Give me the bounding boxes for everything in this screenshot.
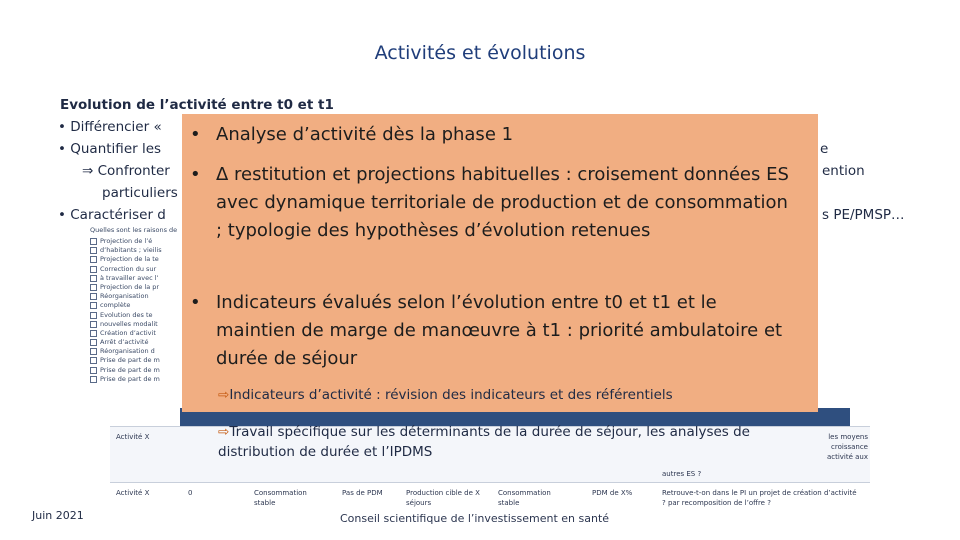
row-label: Activité X [116,489,150,497]
checkbox-icon [90,238,97,245]
reasons-checklist [90,226,186,384]
checklist-item: Projection de la pr [90,283,186,292]
checkbox-icon [90,348,97,355]
cell-consumption-2: Consommation stable [498,489,551,507]
arrow-right-icon: ⇨ [218,387,230,403]
checklist-item: d’habitants ; vieilis [90,246,186,255]
checkbox-icon [90,330,97,337]
checkbox-icon [90,247,97,254]
cell-pdm-percent: PDM de X% [592,489,633,497]
checkbox-icon [90,367,97,374]
bullet-confronter: ⇒ Confronter [82,163,170,179]
checkbox-icon [90,339,97,346]
footer-date: Juin 2021 [32,509,84,522]
checkbox-icon [90,266,97,273]
checkbox-icon [90,376,97,383]
sub-bullet-length-of-stay: ⇨Travail spécifique sur les déterminants de la durée de séjour, les analyses de distribution de durée et l’IPDMS [218,424,750,460]
bullet-differencier: • Différencier « [58,119,162,135]
callout-text: Analyse d’activité dès la phase 1 [216,124,514,145]
checklist-item: Création d’activit [90,329,186,338]
checkbox-icon [90,275,97,282]
row-comment-end: autres ES ? [662,470,702,478]
bullet-particuliers: particuliers [102,185,178,201]
checkbox-icon [90,321,97,328]
checklist-item: Réorganisation d [90,347,186,356]
checklist-item: à travailler avec l’ [90,274,186,283]
bullet-caracteriser-end: s PE/PMSP… [822,207,905,223]
checklist-item: Réorganisation [90,292,186,301]
checklist-item: complète [90,301,186,310]
row-comment: les moyens croissance activité aux [826,433,868,461]
checklist-head: Quelles sont les raisons de [90,226,178,234]
bullet-quantifier-end: e [820,141,829,157]
bullet-quantifier: • Quantifier les [58,141,162,157]
slide-title: Activités et évolutions [374,42,586,64]
checklist-item: Evolution des te [90,311,186,320]
checkbox-icon [90,293,97,300]
checkbox-icon [90,284,97,291]
callout-text: Indicateurs évalués selon l’évolution entre t0 et t1 et le maintien de marge de manœuvre à t1 : priorité ambulatoire et durée de séjour [216,292,783,369]
checklist-item: Arrêt d’activité [90,338,186,347]
checklist-item: Projection de la te [90,255,186,264]
bullet-icon: • [190,292,201,313]
footer-organisation: Conseil scientifique de l’investissement en santé [340,512,610,525]
bullet-caracteriser: • Caractériser d [58,207,166,223]
checklist-item: Correction du sur [90,265,186,274]
bullet-confronter-end: ention [822,163,865,179]
bullet-icon: • [190,164,201,185]
cell-production: Production cible de X séjours [406,489,480,507]
cell-pdm: Pas de PDM [342,489,383,497]
cell-comment: Retrouve-t-on dans le PI un projet de création d’activité ? par recomposition de l’offre ? [662,489,857,507]
checkbox-icon [90,312,97,319]
section-heading: Evolution de l’activité entre t0 et t1 [60,97,334,113]
cell-value: 0 [188,489,193,497]
sub-bullet-indicators: ⇨Indicateurs d’activité : révision des indicateurs et des référentiels [218,387,673,403]
checkbox-icon [90,256,97,263]
arrow-right-icon: ⇨ [218,424,230,440]
bullet-icon: • [190,124,201,145]
checklist-item: Prise de part de m [90,375,186,384]
checkbox-icon [90,357,97,364]
checklist-item: Prise de part de m [90,366,186,375]
orange-callout-box [182,114,818,412]
checkbox-icon [90,302,97,309]
checklist-item: nouvelles modalit [90,320,186,329]
checklist-item: Projection de l’é [90,237,186,246]
cell-consumption: Consommation stable [254,489,307,507]
checklist-item: Prise de part de m [90,356,186,365]
row-label: Activité X [116,433,150,441]
callout-text: Δ restitution et projections habituelles : croisement données ES avec dynamique territoriale de production et de consommation ; typologie des hypothèses d’évolution retenues [216,164,789,241]
